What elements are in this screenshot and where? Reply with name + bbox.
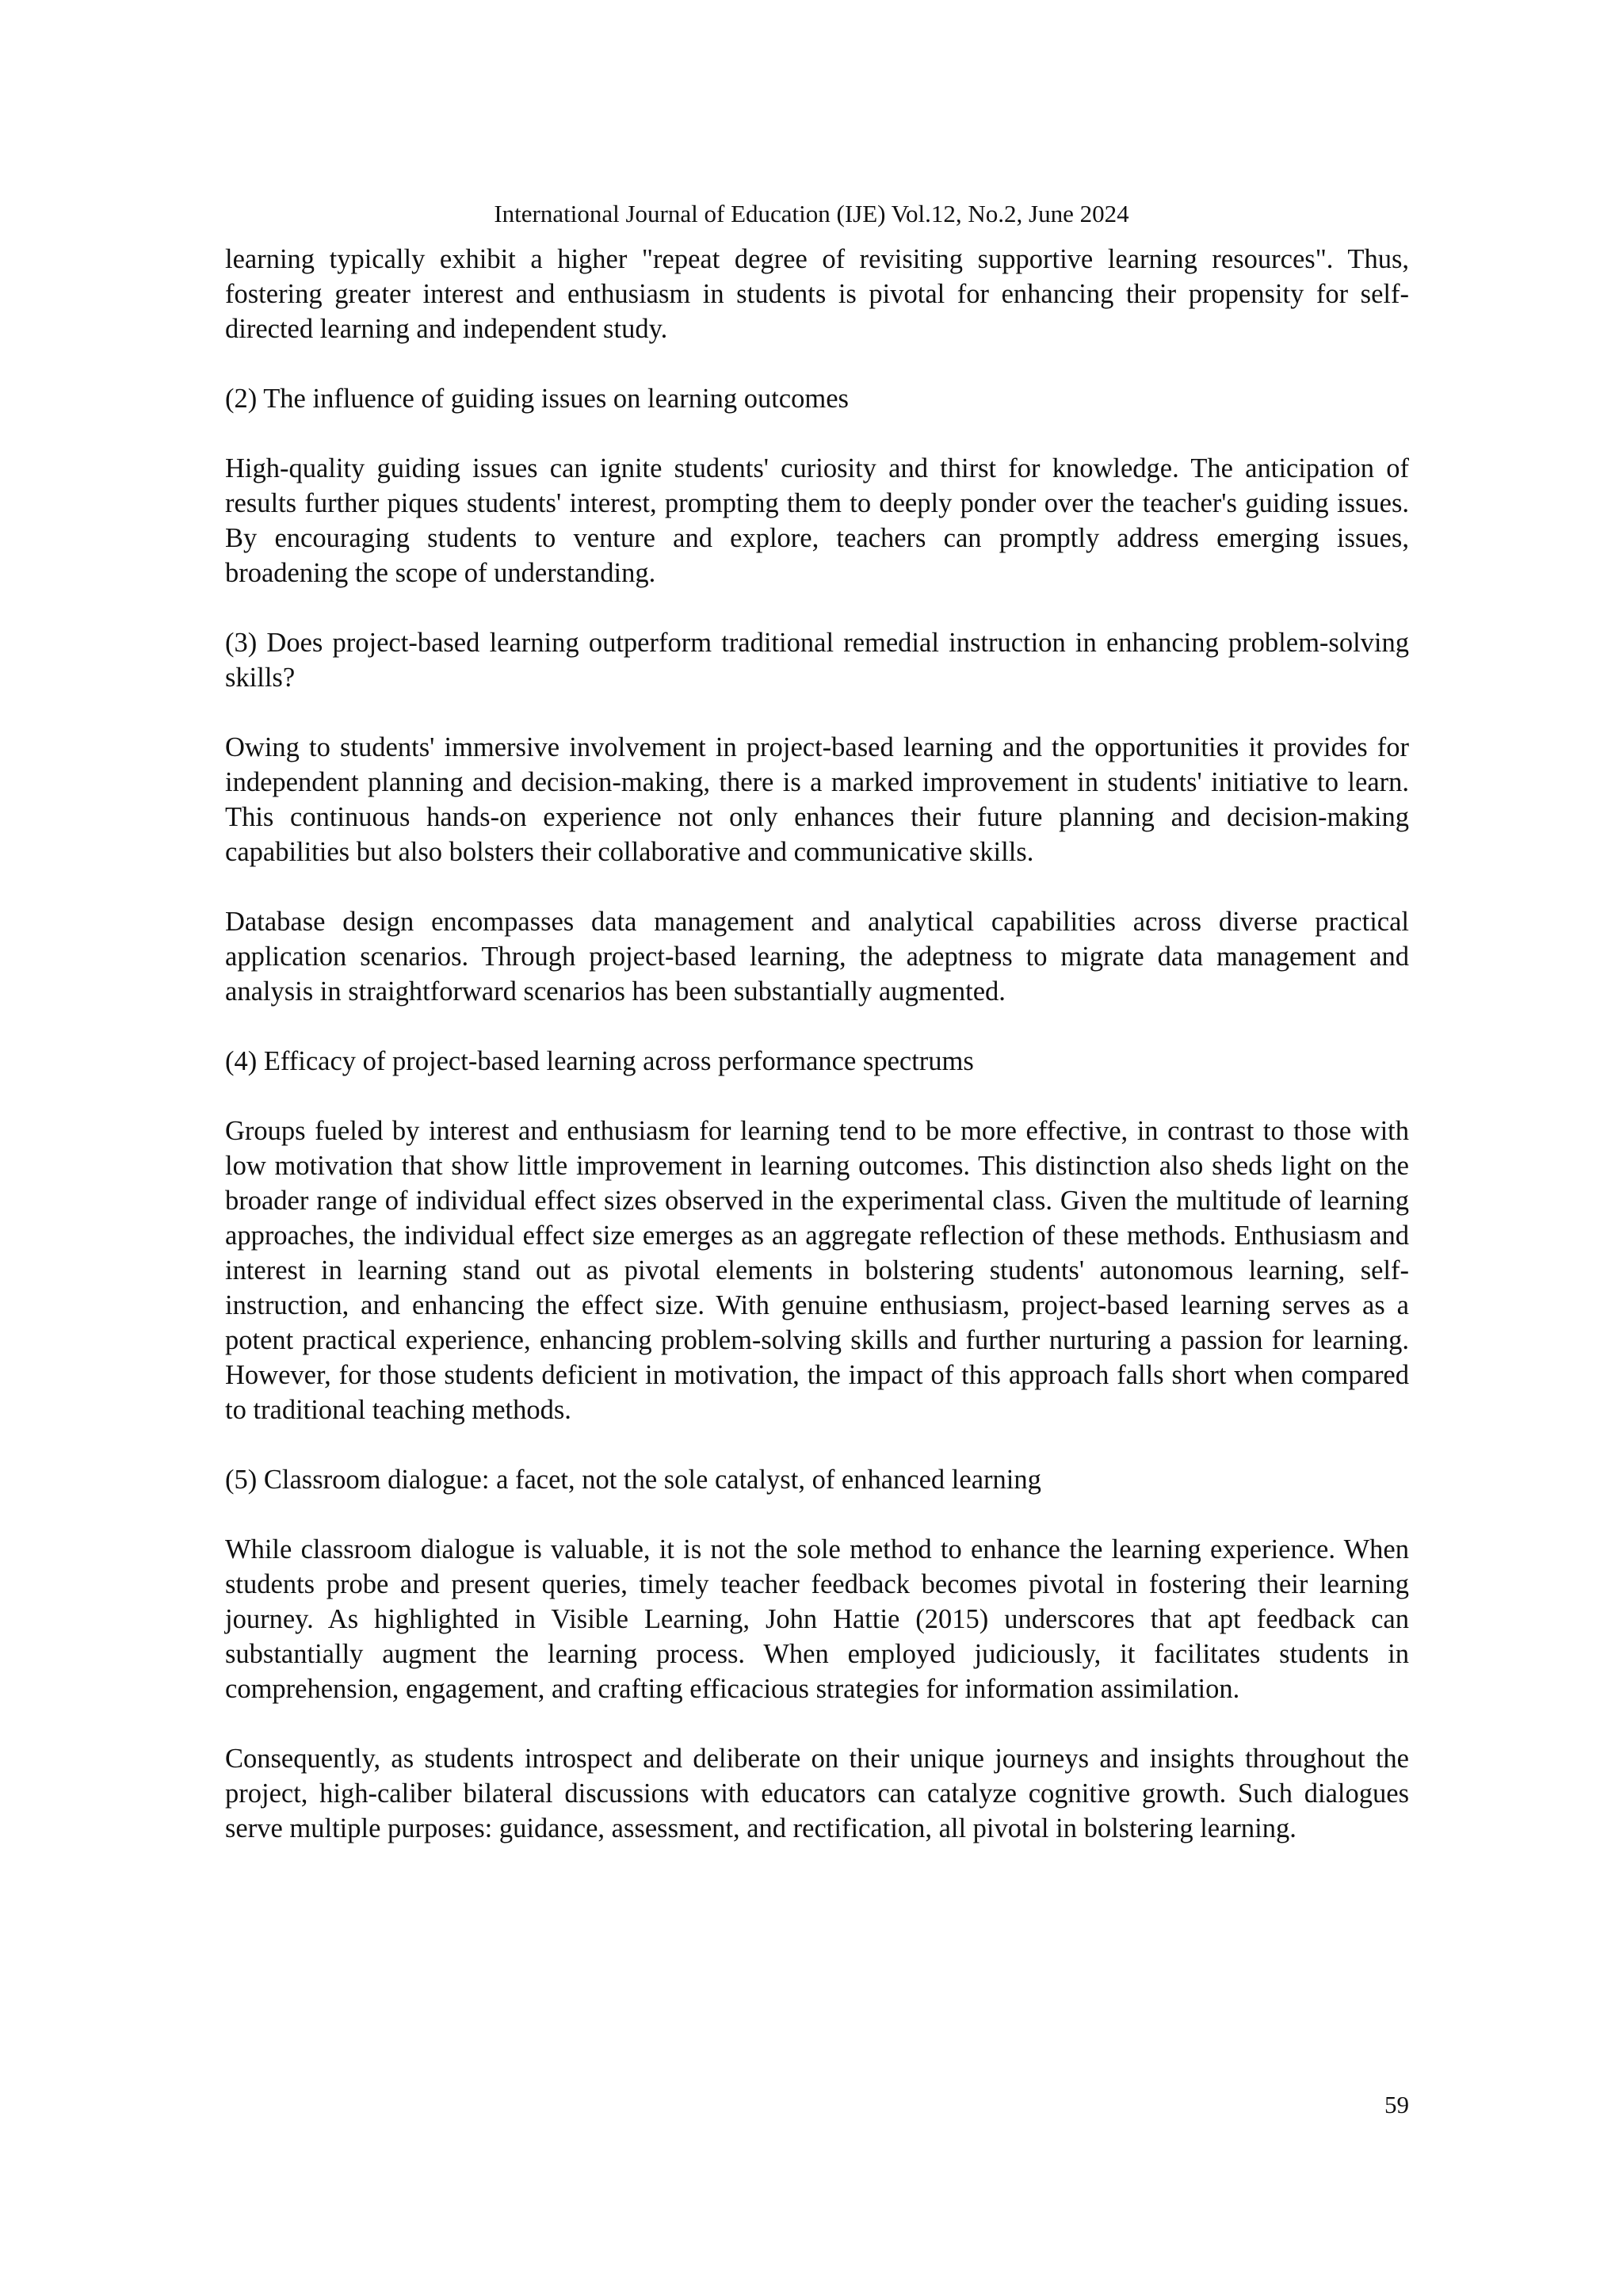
section-heading-5: (5) Classroom dialogue: a facet, not the sole catalyst, of enhanced learning bbox=[225, 1465, 1041, 1495]
paragraph-immersive-involvement: Owing to students' immersive involvement in project-based learning and the opportunities it provides for independent planning and decision-making, there is a marked improvement in students' initiative to learn. This continuous hands-on experience not only enhances their future planning and decision-making capabilities but also bolsters their collaborative and communicative skills. bbox=[225, 732, 1409, 867]
paragraph-groups-fueled: Groups fueled by interest and enthusiasm for learning tend to be more effective, in contrast to those with low motivation that show little improvement in learning outcomes. This distinction also sheds light on the broader range of individual effect sizes observed in the experimental class. Given the multitude of learning approaches, the individual effect size emerges as an aggregate reflection of these methods. Enthusiasm and interest in learning stand out as pivotal elements in bolstering students' autonomous learning, self-instruction, and enhancing the effect size. With genuine enthusiasm, project-based learning serves as a potent practical experience, enhancing problem-solving skills and further nurturing a passion for learning. However, for those students deficient in motivation, the impact of this approach falls short when compared to traditional teaching methods. bbox=[225, 1116, 1409, 1425]
paragraph-consequently: Consequently, as students introspect and deliberate on their unique journeys and insights throughout the project, high-caliber bilateral discussions with educators can catalyze cognitive growth. Such dialogues serve multiple purposes: guidance, assessment, and rectification, all pivotal in bolstering learning. bbox=[225, 1744, 1409, 1843]
page-number: 59 bbox=[1384, 2091, 1409, 2118]
paragraph-guiding-issues: High-quality guiding issues can ignite students' curiosity and thirst for knowledge. The anticipation of results further piques students' interest, prompting them to deeply ponder over the teacher's guiding issues. By encouraging students to venture and explore, teachers can promptly address emerging issues, broadening the scope of understanding. bbox=[225, 453, 1409, 588]
section-heading-3: (3) Does project-based learning outperform traditional remedial instruction in enhancing problem-solving skills? bbox=[225, 628, 1409, 693]
body-text bbox=[225, 242, 1409, 1881]
running-header: International Journal of Education (IJE) Vol.12, No.2, June 2024 bbox=[494, 200, 1129, 227]
paragraph-classroom-dialogue: While classroom dialogue is valuable, it is not the sole method to enhance the learning experience. When students probe and present queries, timely teacher feedback becomes pivotal in fostering their learning journey. As highlighted in Visible Learning, John Hattie (2015) underscores that apt feedback can substantially augment the learning process. When employed judiciously, it facilitates students in comprehension, engagement, and crafting efficacious strategies for information assimilation. bbox=[225, 1534, 1409, 1704]
paragraph-intro-continuation: learning typically exhibit a higher "repeat degree of revisiting supportive learning resources". Thus, fostering greater interest and enthusiasm in students is pivotal for enhancing their propensity for self-directed learning and independent study. bbox=[225, 244, 1409, 344]
section-heading-4: (4) Efficacy of project-based learning across performance spectrums bbox=[225, 1046, 974, 1076]
paragraph-database-design: Database design encompasses data management and analytical capabilities across diverse practical application scenarios. Through project-based learning, the adeptness to migrate data management and analysis in straightforward scenarios has been substantially augmented. bbox=[225, 907, 1409, 1007]
section-heading-2: (2) The influence of guiding issues on learning outcomes bbox=[225, 384, 849, 414]
